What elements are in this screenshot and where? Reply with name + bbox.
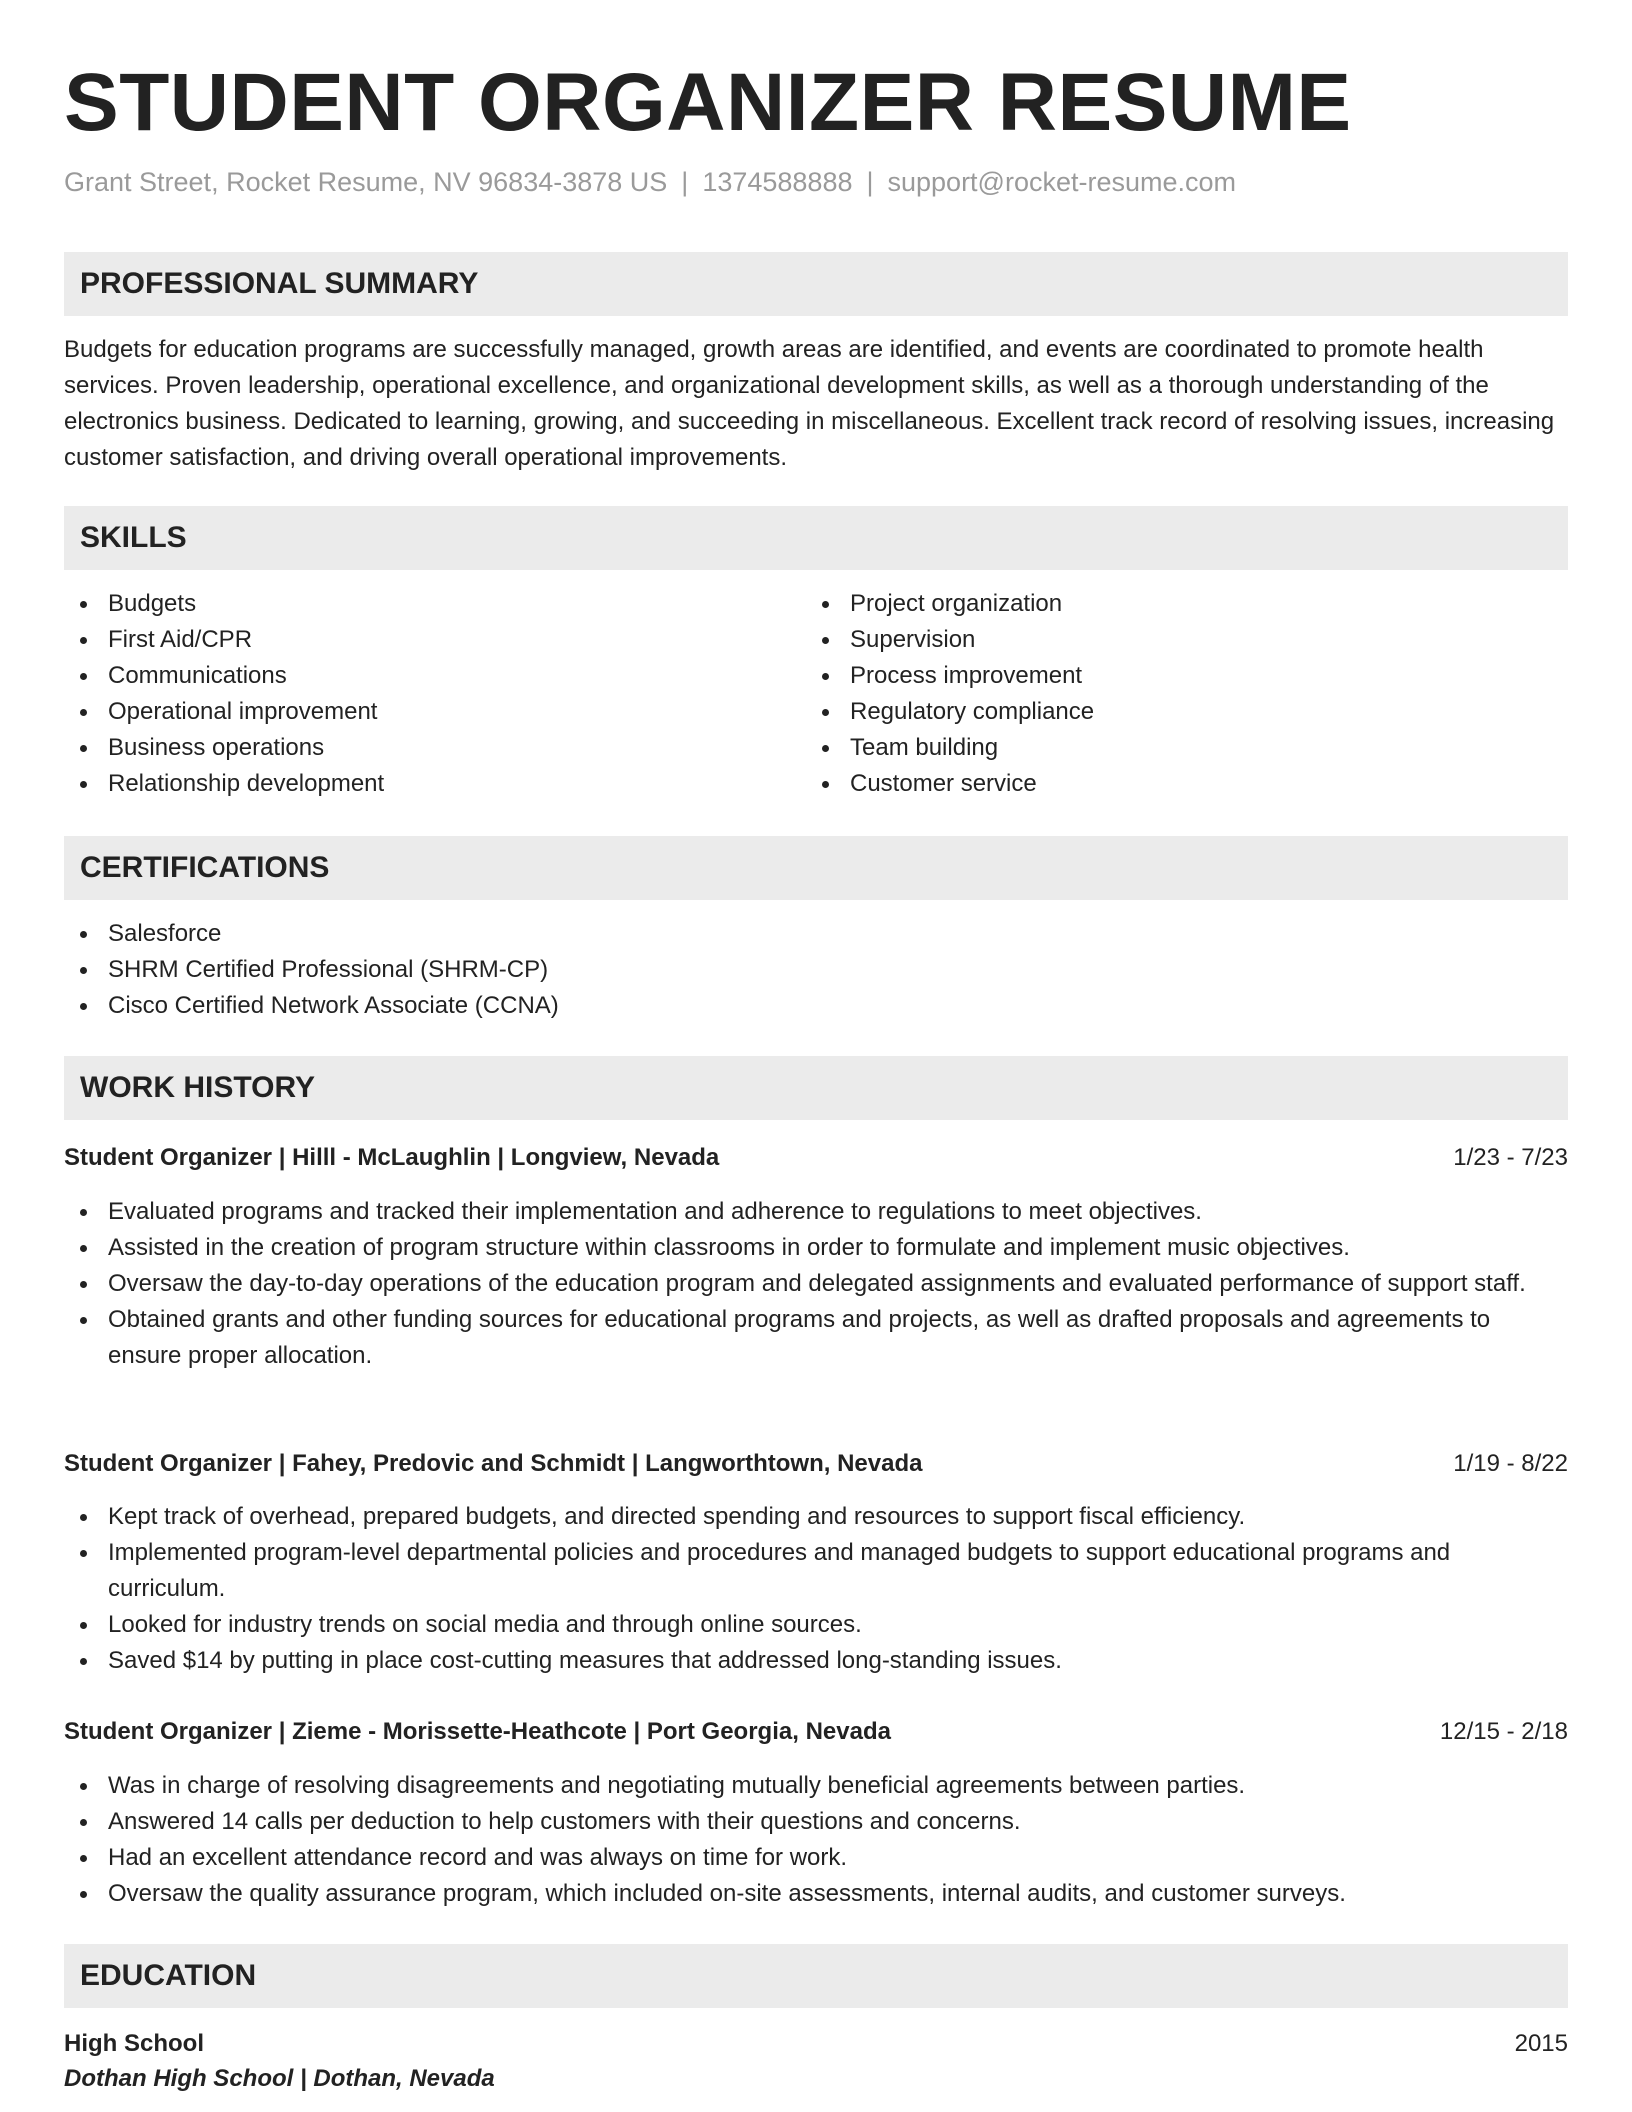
- section-title: CERTIFICATIONS: [80, 851, 330, 884]
- job-bullet: Oversaw the day-to-day operations of the education program and delegated assignments and evaluated performance of support staff.: [64, 1266, 1568, 1302]
- skill-item: Supervision: [806, 622, 1546, 658]
- job-bullets: [64, 1499, 1568, 1679]
- job-bullet: Answered 14 calls per deduction to help customers with their questions and concerns.: [64, 1804, 1568, 1840]
- skill-item: Process improvement: [806, 658, 1546, 694]
- skill-item: Relationship development: [64, 766, 784, 802]
- job-title: Student Organizer | Hilll - McLaughlin | Longview, Nevada: [64, 1144, 720, 1171]
- job-bullet: Was in charge of resolving disagreements and negotiating mutually beneficial agreements between parties.: [64, 1768, 1568, 1804]
- job-bullet: Obtained grants and other funding sources for educational programs and projects, as well as drafted proposals and agreements to ensure proper allocation.: [64, 1302, 1568, 1374]
- section-title: SKILLS: [80, 521, 187, 554]
- certification-item: SHRM Certified Professional (SHRM-CP): [64, 952, 1568, 988]
- job-bullet: Kept track of overhead, prepared budgets, and directed spending and resources to support fiscal efficiency.: [64, 1499, 1568, 1535]
- job-title: Student Organizer | Fahey, Predovic and Schmidt | Langworthtown, Nevada: [64, 1450, 923, 1477]
- job-bullet: Assisted in the creation of program structure within classrooms in order to formulate and implement music objectives.: [64, 1230, 1568, 1266]
- job-bullet: Looked for industry trends on social media and through online sources.: [64, 1607, 1568, 1643]
- skills-list-right: [806, 586, 1546, 802]
- job-bullet: Oversaw the quality assurance program, which included on-site assessments, internal audits, and customer surveys.: [64, 1876, 1568, 1912]
- skill-item: Budgets: [64, 586, 784, 622]
- job-title: Student Organizer | Zieme - Morissette-Heathcote | Port Georgia, Nevada: [64, 1718, 891, 1745]
- summary-text: Budgets for education programs are successfully managed, growth areas are identified, and events are coordinated to promote health services. Proven leadership, operational excellence, and organizational development skills, as well as a thorough understanding of the electronics business. Dedicated to learning, growing, and succeeding in miscellaneous. Excellent track record of resolving issues, increasing customer satisfaction, and driving overall operational improvements.: [64, 336, 1555, 471]
- job-bullets: [64, 1768, 1568, 1912]
- skill-item: First Aid/CPR: [64, 622, 784, 658]
- job-bullet: Saved $14 by putting in place cost-cutting measures that addressed long-standing issues.: [64, 1643, 1568, 1679]
- resume-title: STUDENT ORGANIZER RESUME: [64, 57, 1352, 148]
- skill-item: Business operations: [64, 730, 784, 766]
- certification-item: Cisco Certified Network Associate (CCNA): [64, 988, 1568, 1024]
- job-header: [64, 1140, 1568, 1176]
- skill-item: Operational improvement: [64, 694, 784, 730]
- education-school: Dothan High School | Dothan, Nevada: [64, 2065, 495, 2092]
- job-dates: 1/19 - 8/22: [1453, 1450, 1568, 1477]
- education-year: 2015: [1514, 2030, 1568, 2057]
- contact-email: support@rocket-resume.com: [887, 167, 1237, 197]
- section-title: WORK HISTORY: [80, 1071, 316, 1104]
- summary-section-header: [64, 252, 1568, 316]
- contact-separator: |: [866, 167, 874, 197]
- certification-item: Salesforce: [64, 916, 1568, 952]
- job-dates: 12/15 - 2/18: [1439, 1718, 1568, 1745]
- job-bullet: Implemented program-level departmental policies and procedures and managed budgets to support educational programs and curriculum.: [64, 1535, 1568, 1607]
- job-bullet: Had an excellent attendance record and was always on time for work.: [64, 1840, 1568, 1876]
- education-header: [64, 2026, 1568, 2062]
- skill-item: Communications: [64, 658, 784, 694]
- certifications-list: [64, 916, 1568, 1024]
- job-header: [64, 1446, 1568, 1482]
- work-history-section-header: [64, 1056, 1568, 1120]
- skill-item: Customer service: [806, 766, 1546, 802]
- skill-item: Team building: [806, 730, 1546, 766]
- job-bullet: Evaluated programs and tracked their implementation and adherence to regulations to meet objectives.: [64, 1194, 1568, 1230]
- contact-line: [64, 166, 1236, 198]
- education-degree: High School: [64, 2030, 204, 2057]
- skill-item: Regulatory compliance: [806, 694, 1546, 730]
- job-header: [64, 1714, 1568, 1750]
- job-bullets: [64, 1194, 1568, 1374]
- contact-phone: 1374588888: [702, 167, 853, 197]
- section-title: PROFESSIONAL SUMMARY: [80, 267, 479, 300]
- skills-section-header: [64, 506, 1568, 570]
- contact-address: Grant Street, Rocket Resume, NV 96834-3878 US: [64, 167, 668, 197]
- section-title: EDUCATION: [80, 1959, 257, 1992]
- skills-list-left: [64, 586, 784, 802]
- certifications-section-header: [64, 836, 1568, 900]
- education-section-header: [64, 1944, 1568, 2008]
- job-dates: 1/23 - 7/23: [1453, 1144, 1568, 1171]
- skill-item: Project organization: [806, 586, 1546, 622]
- contact-separator: |: [681, 167, 689, 197]
